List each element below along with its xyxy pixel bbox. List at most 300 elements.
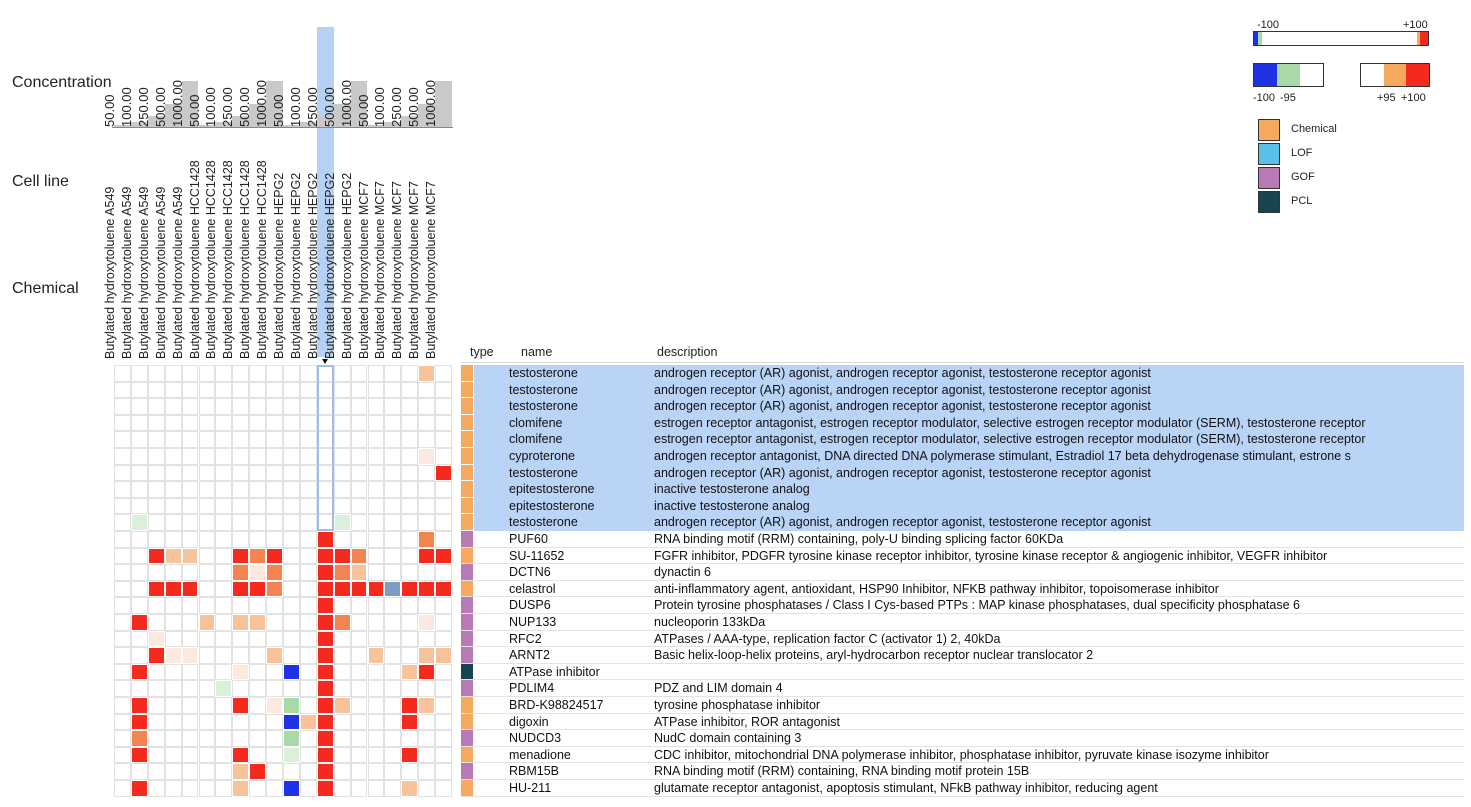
heatmap-cell[interactable] — [148, 747, 165, 764]
table-row-description[interactable]: inactive testosterone analog — [654, 482, 810, 497]
column-label[interactable]: Butylated hydroxytoluene A549 — [153, 186, 168, 359]
heatmap-cell[interactable] — [418, 531, 435, 548]
table-row-description[interactable]: estrogen receptor antagonist, estrogen receptor modulator, selective estrogen receptor modulator (SERM), testosterone receptor — [654, 432, 1366, 447]
heatmap-cell[interactable] — [249, 514, 266, 531]
heatmap-cell[interactable] — [165, 664, 182, 681]
heatmap-cell[interactable] — [182, 647, 199, 664]
table-row-name[interactable]: testosterone — [509, 366, 578, 380]
heatmap-cell[interactable] — [165, 448, 182, 465]
heatmap-cell[interactable] — [114, 382, 131, 399]
heatmap-cell[interactable] — [148, 415, 165, 432]
heatmap-cell[interactable] — [368, 465, 385, 482]
table-row-description[interactable]: anti-inflammatory agent, antioxidant, HSP90 Inhibitor, NFKB pathway inhibitor, topoisomerase inhibitor — [654, 581, 1219, 596]
heatmap-cell[interactable] — [249, 365, 266, 382]
heatmap-cell[interactable] — [384, 581, 401, 598]
heatmap-cell[interactable] — [283, 780, 300, 797]
description-column-header[interactable]: description — [657, 345, 718, 359]
heatmap-cell[interactable] — [351, 664, 368, 681]
heatmap-cell[interactable] — [266, 747, 283, 764]
heatmap-cell[interactable] — [215, 697, 232, 714]
heatmap-cell[interactable] — [300, 730, 317, 747]
heatmap-cell[interactable] — [199, 647, 216, 664]
heatmap-cell[interactable] — [384, 448, 401, 465]
heatmap-cell[interactable] — [232, 714, 249, 731]
heatmap-cell[interactable] — [418, 631, 435, 648]
heatmap-cell[interactable] — [215, 581, 232, 598]
heatmap-cell[interactable] — [165, 382, 182, 399]
heatmap-cell[interactable] — [266, 415, 283, 432]
heatmap-cell[interactable] — [249, 415, 266, 432]
heatmap-cell[interactable] — [334, 730, 351, 747]
heatmap-cell[interactable] — [232, 763, 249, 780]
heatmap-cell[interactable] — [418, 780, 435, 797]
heatmap-cell[interactable] — [249, 714, 266, 731]
heatmap-cell[interactable] — [435, 763, 452, 780]
heatmap-cell[interactable] — [351, 531, 368, 548]
heatmap-cell[interactable] — [114, 614, 131, 631]
heatmap-cell[interactable] — [300, 465, 317, 482]
heatmap-cell[interactable] — [182, 714, 199, 731]
heatmap-cell[interactable] — [131, 548, 148, 565]
heatmap-cell[interactable] — [114, 548, 131, 565]
table-row-description[interactable]: androgen receptor antagonist, DNA directed DNA polymerase stimulant, Estradiol 17 beta dehydrogenase stimulant, estrone s — [654, 449, 1351, 463]
heatmap-cell[interactable] — [249, 680, 266, 697]
heatmap-cell[interactable] — [131, 763, 148, 780]
table-row-name[interactable]: epitestosterone — [509, 482, 595, 497]
table-row-description[interactable]: androgen receptor (AR) agonist, androgen receptor agonist, testosterone receptor agonist — [654, 382, 1151, 397]
heatmap-cell[interactable] — [232, 564, 249, 581]
heatmap-cell[interactable] — [131, 531, 148, 548]
heatmap-cell[interactable] — [182, 465, 199, 482]
heatmap-cell[interactable] — [351, 548, 368, 565]
heatmap-cell[interactable] — [384, 514, 401, 531]
heatmap-cell[interactable] — [368, 415, 385, 432]
heatmap-cell[interactable] — [384, 431, 401, 448]
table-row-name[interactable]: BRD-K98824517 — [509, 698, 604, 712]
heatmap-cell[interactable] — [384, 597, 401, 614]
heatmap-cell[interactable] — [199, 514, 216, 531]
heatmap-cell[interactable] — [114, 514, 131, 531]
heatmap-cell[interactable] — [232, 498, 249, 515]
heatmap-cell[interactable] — [148, 398, 165, 415]
heatmap-cell[interactable] — [401, 664, 418, 681]
heatmap-cell[interactable] — [199, 680, 216, 697]
table-row-description[interactable]: CDC inhibitor, mitochondrial DNA polymerase inhibitor, phosphatase inhibitor, pyruvate kinase isozyme inhibitor — [654, 747, 1269, 762]
table-row-description[interactable]: androgen receptor (AR) agonist, androgen receptor agonist, testosterone receptor agonist — [654, 366, 1151, 380]
heatmap-cell[interactable] — [435, 448, 452, 465]
heatmap-cell[interactable] — [283, 382, 300, 399]
heatmap-cell[interactable] — [368, 697, 385, 714]
heatmap-cell[interactable] — [351, 581, 368, 598]
heatmap-cell[interactable] — [148, 481, 165, 498]
column-label[interactable]: Butylated hydroxytoluene A549 — [136, 186, 151, 359]
heatmap-cell[interactable] — [418, 415, 435, 432]
heatmap-cell[interactable] — [418, 747, 435, 764]
heatmap-cell[interactable] — [165, 614, 182, 631]
heatmap-cell[interactable] — [351, 730, 368, 747]
heatmap-cell[interactable] — [249, 664, 266, 681]
heatmap-cell[interactable] — [401, 548, 418, 565]
heatmap-cell[interactable] — [368, 531, 385, 548]
heatmap-cell[interactable] — [283, 415, 300, 432]
heatmap-cell[interactable] — [435, 382, 452, 399]
heatmap-cell[interactable] — [435, 714, 452, 731]
table-row-name[interactable]: DUSP6 — [509, 598, 551, 613]
heatmap-cell[interactable] — [148, 763, 165, 780]
heatmap-cell[interactable] — [131, 398, 148, 415]
heatmap-cell[interactable] — [232, 581, 249, 598]
heatmap-cell[interactable] — [148, 664, 165, 681]
heatmap-cell[interactable] — [334, 714, 351, 731]
heatmap-cell[interactable] — [114, 465, 131, 482]
heatmap-cell[interactable] — [199, 597, 216, 614]
heatmap-cell[interactable] — [182, 415, 199, 432]
heatmap-cell[interactable] — [114, 415, 131, 432]
heatmap-cell[interactable] — [182, 697, 199, 714]
heatmap-cell[interactable] — [182, 398, 199, 415]
heatmap-cell[interactable] — [300, 780, 317, 797]
heatmap-cell[interactable] — [266, 763, 283, 780]
heatmap-cell[interactable] — [317, 581, 334, 598]
heatmap-cell[interactable] — [182, 780, 199, 797]
heatmap-cell[interactable] — [215, 365, 232, 382]
table-row-description[interactable]: androgen receptor (AR) agonist, androgen receptor agonist, testosterone receptor agonist — [654, 515, 1151, 530]
heatmap-cell[interactable] — [199, 531, 216, 548]
heatmap-cell[interactable] — [266, 448, 283, 465]
heatmap-cell[interactable] — [215, 382, 232, 399]
heatmap-cell[interactable] — [249, 498, 266, 515]
heatmap-cell[interactable] — [266, 398, 283, 415]
heatmap-cell[interactable] — [384, 780, 401, 797]
heatmap-cell[interactable] — [334, 697, 351, 714]
heatmap-cell[interactable] — [283, 548, 300, 565]
heatmap-cell[interactable] — [114, 448, 131, 465]
table-row-name[interactable]: clomifene — [509, 432, 563, 447]
heatmap-cell[interactable] — [334, 763, 351, 780]
heatmap-cell[interactable] — [114, 531, 131, 548]
heatmap-cell[interactable] — [266, 647, 283, 664]
heatmap-cell[interactable] — [351, 647, 368, 664]
heatmap-cell[interactable] — [266, 548, 283, 565]
heatmap-cell[interactable] — [232, 531, 249, 548]
heatmap-cell[interactable] — [114, 647, 131, 664]
heatmap-cell[interactable] — [114, 564, 131, 581]
heatmap-cell[interactable] — [148, 448, 165, 465]
heatmap-cell[interactable] — [148, 564, 165, 581]
heatmap-cell[interactable] — [283, 498, 300, 515]
heatmap-cell[interactable] — [165, 465, 182, 482]
heatmap-cell[interactable] — [435, 747, 452, 764]
heatmap-cell[interactable] — [182, 664, 199, 681]
heatmap-cell[interactable] — [148, 780, 165, 797]
heatmap-cell[interactable] — [401, 431, 418, 448]
heatmap-cell[interactable] — [199, 415, 216, 432]
heatmap-cell[interactable] — [114, 597, 131, 614]
heatmap-cell[interactable] — [334, 631, 351, 648]
heatmap-cell[interactable] — [401, 747, 418, 764]
heatmap-cell[interactable] — [351, 747, 368, 764]
heatmap-cell[interactable] — [300, 714, 317, 731]
heatmap-cell[interactable] — [418, 680, 435, 697]
heatmap-cell[interactable] — [266, 730, 283, 747]
heatmap-cell[interactable] — [300, 415, 317, 432]
table-row-description[interactable]: dynactin 6 — [654, 565, 711, 580]
heatmap-cell[interactable] — [199, 730, 216, 747]
heatmap-cell[interactable] — [368, 382, 385, 399]
heatmap-cell[interactable] — [232, 382, 249, 399]
heatmap-cell[interactable] — [368, 631, 385, 648]
heatmap-cell[interactable] — [401, 481, 418, 498]
table-row-name[interactable]: celastrol — [509, 581, 556, 596]
heatmap-cell[interactable] — [401, 415, 418, 432]
heatmap-cell[interactable] — [418, 498, 435, 515]
heatmap-cell[interactable] — [199, 365, 216, 382]
heatmap-cell[interactable] — [266, 581, 283, 598]
heatmap-cell[interactable] — [232, 747, 249, 764]
heatmap-cell[interactable] — [249, 465, 266, 482]
heatmap-cell[interactable] — [418, 365, 435, 382]
heatmap-cell[interactable] — [249, 763, 266, 780]
heatmap-cell[interactable] — [165, 631, 182, 648]
heatmap-cell[interactable] — [351, 697, 368, 714]
heatmap-cell[interactable] — [317, 564, 334, 581]
heatmap-cell[interactable] — [351, 415, 368, 432]
heatmap-cell[interactable] — [215, 531, 232, 548]
heatmap-cell[interactable] — [351, 597, 368, 614]
heatmap-cell[interactable] — [165, 481, 182, 498]
heatmap-cell[interactable] — [317, 680, 334, 697]
heatmap-cell[interactable] — [266, 614, 283, 631]
name-column-header[interactable]: name — [521, 345, 553, 359]
heatmap-cell[interactable] — [215, 498, 232, 515]
heatmap-cell[interactable] — [384, 680, 401, 697]
heatmap-cell[interactable] — [131, 448, 148, 465]
heatmap-cell[interactable] — [368, 730, 385, 747]
table-row-name[interactable]: cyproterone — [509, 449, 576, 463]
heatmap-cell[interactable] — [435, 431, 452, 448]
heatmap-cell[interactable] — [249, 581, 266, 598]
heatmap-cell[interactable] — [418, 465, 435, 482]
heatmap-cell[interactable] — [334, 548, 351, 565]
heatmap-cell[interactable] — [249, 431, 266, 448]
heatmap-cell[interactable] — [317, 664, 334, 681]
heatmap-cell[interactable] — [368, 763, 385, 780]
heatmap-cell[interactable] — [215, 730, 232, 747]
heatmap-cell[interactable] — [283, 365, 300, 382]
heatmap-cell[interactable] — [435, 680, 452, 697]
heatmap-cell[interactable] — [401, 697, 418, 714]
heatmap-cell[interactable] — [215, 647, 232, 664]
table-row-description[interactable]: ATPases / AAA-type, replication factor C (activator 1) 2, 40kDa — [654, 631, 1001, 646]
heatmap-cell[interactable] — [300, 382, 317, 399]
heatmap-cell[interactable] — [148, 614, 165, 631]
heatmap-cell[interactable] — [266, 365, 283, 382]
heatmap-cell[interactable] — [368, 747, 385, 764]
heatmap-cell[interactable] — [283, 597, 300, 614]
heatmap-cell[interactable] — [418, 597, 435, 614]
heatmap-cell[interactable] — [215, 780, 232, 797]
heatmap-cell[interactable] — [182, 382, 199, 399]
heatmap-cell[interactable] — [249, 780, 266, 797]
heatmap-cell[interactable] — [283, 647, 300, 664]
heatmap-cell[interactable] — [368, 664, 385, 681]
heatmap-cell[interactable] — [401, 763, 418, 780]
table-row-name[interactable]: clomifene — [509, 415, 563, 430]
heatmap-cell[interactable] — [418, 548, 435, 565]
heatmap-cell[interactable] — [418, 581, 435, 598]
heatmap-cell[interactable] — [114, 680, 131, 697]
table-row-name[interactable]: testosterone — [509, 515, 578, 530]
heatmap-cell[interactable] — [384, 647, 401, 664]
heatmap-cell[interactable] — [334, 415, 351, 432]
heatmap-cell[interactable] — [131, 382, 148, 399]
heatmap-cell[interactable] — [283, 614, 300, 631]
heatmap-cell[interactable] — [131, 747, 148, 764]
heatmap-cell[interactable] — [249, 631, 266, 648]
heatmap-cell[interactable] — [351, 614, 368, 631]
heatmap-cell[interactable] — [131, 465, 148, 482]
heatmap-cell[interactable] — [435, 514, 452, 531]
heatmap-cell[interactable] — [418, 431, 435, 448]
heatmap-cell[interactable] — [317, 597, 334, 614]
heatmap-cell[interactable] — [283, 697, 300, 714]
heatmap-cell[interactable] — [199, 747, 216, 764]
heatmap-cell[interactable] — [165, 531, 182, 548]
heatmap-cell[interactable] — [232, 431, 249, 448]
heatmap-cell[interactable] — [131, 664, 148, 681]
heatmap-cell[interactable] — [418, 448, 435, 465]
heatmap-cell[interactable] — [232, 631, 249, 648]
column-label[interactable]: Butylated hydroxytoluene HCC1428 — [255, 160, 270, 359]
type-column-header[interactable]: type — [470, 345, 494, 359]
table-row-name[interactable]: RBM15B — [509, 764, 560, 779]
heatmap-cell[interactable] — [182, 531, 199, 548]
heatmap-cell[interactable] — [351, 431, 368, 448]
heatmap-cell[interactable] — [418, 647, 435, 664]
heatmap-cell[interactable] — [300, 365, 317, 382]
heatmap-cell[interactable] — [368, 365, 385, 382]
heatmap-cell[interactable] — [418, 382, 435, 399]
heatmap-cell[interactable] — [148, 714, 165, 731]
heatmap-cell[interactable] — [131, 431, 148, 448]
heatmap-cell[interactable] — [199, 398, 216, 415]
heatmap-cell[interactable] — [368, 448, 385, 465]
heatmap-cell[interactable] — [148, 697, 165, 714]
heatmap-cell[interactable] — [300, 498, 317, 515]
heatmap-cell[interactable] — [199, 780, 216, 797]
heatmap-cell[interactable] — [384, 365, 401, 382]
heatmap-cell[interactable] — [131, 680, 148, 697]
heatmap-cell[interactable] — [300, 697, 317, 714]
heatmap-cell[interactable] — [435, 581, 452, 598]
table-row-description[interactable] — [654, 664, 1464, 681]
column-label[interactable]: Butylated hydroxytoluene HCC1428 — [238, 160, 253, 359]
heatmap-cell[interactable] — [131, 597, 148, 614]
heatmap-cell[interactable] — [165, 697, 182, 714]
heatmap-cell[interactable] — [266, 564, 283, 581]
heatmap-cell[interactable] — [300, 647, 317, 664]
heatmap-cell[interactable] — [351, 448, 368, 465]
heatmap-cell[interactable] — [334, 647, 351, 664]
heatmap-cell[interactable] — [334, 680, 351, 697]
heatmap-cell[interactable] — [165, 714, 182, 731]
heatmap-cell[interactable] — [215, 597, 232, 614]
heatmap-cell[interactable] — [351, 714, 368, 731]
heatmap-cell[interactable] — [384, 730, 401, 747]
heatmap-cell[interactable] — [182, 448, 199, 465]
heatmap-cell[interactable] — [114, 481, 131, 498]
heatmap-cell[interactable] — [199, 763, 216, 780]
heatmap-cell[interactable] — [401, 647, 418, 664]
heatmap-cell[interactable] — [165, 514, 182, 531]
heatmap-cell[interactable] — [266, 431, 283, 448]
table-row-description[interactable]: androgen receptor (AR) agonist, androgen receptor agonist, testosterone receptor agonist — [654, 399, 1151, 414]
heatmap-cell[interactable] — [249, 747, 266, 764]
heatmap-cell[interactable] — [317, 763, 334, 780]
column-label[interactable]: Butylated hydroxytoluene MCF7 — [407, 181, 422, 359]
heatmap-cell[interactable] — [199, 481, 216, 498]
heatmap-cell[interactable] — [317, 631, 334, 648]
heatmap-cell[interactable] — [131, 514, 148, 531]
heatmap-cell[interactable] — [401, 714, 418, 731]
heatmap-cell[interactable] — [334, 514, 351, 531]
heatmap-cell[interactable] — [114, 780, 131, 797]
heatmap-cell[interactable] — [435, 631, 452, 648]
heatmap-cell[interactable] — [418, 564, 435, 581]
heatmap-cell[interactable] — [215, 431, 232, 448]
heatmap-cell[interactable] — [300, 581, 317, 598]
heatmap-cell[interactable] — [283, 747, 300, 764]
heatmap-cell[interactable] — [215, 398, 232, 415]
heatmap-cell[interactable] — [283, 531, 300, 548]
heatmap-cell[interactable] — [401, 597, 418, 614]
heatmap-cell[interactable] — [182, 763, 199, 780]
heatmap-cell[interactable] — [283, 730, 300, 747]
heatmap-cell[interactable] — [435, 664, 452, 681]
heatmap-cell[interactable] — [165, 780, 182, 797]
heatmap-cell[interactable] — [266, 481, 283, 498]
heatmap-cell[interactable] — [215, 564, 232, 581]
heatmap-cell[interactable] — [435, 531, 452, 548]
heatmap-cell[interactable] — [232, 680, 249, 697]
table-row-name[interactable]: NUP133 — [509, 615, 557, 629]
heatmap-cell[interactable] — [165, 564, 182, 581]
table-row-name[interactable]: menadione — [509, 747, 571, 762]
heatmap-cell[interactable] — [199, 664, 216, 681]
heatmap-cell[interactable] — [182, 730, 199, 747]
heatmap-cell[interactable] — [199, 498, 216, 515]
heatmap-cell[interactable] — [334, 747, 351, 764]
column-label[interactable]: Butylated hydroxytoluene MCF7 — [390, 181, 405, 359]
heatmap-cell[interactable] — [148, 680, 165, 697]
heatmap-cell[interactable] — [317, 614, 334, 631]
heatmap-cell[interactable] — [266, 498, 283, 515]
heatmap-cell[interactable] — [266, 664, 283, 681]
heatmap-cell[interactable] — [300, 548, 317, 565]
heatmap-cell[interactable] — [114, 697, 131, 714]
column-label[interactable]: Butylated hydroxytoluene HEPG2 — [339, 172, 354, 359]
heatmap-cell[interactable] — [148, 431, 165, 448]
heatmap-cell[interactable] — [334, 614, 351, 631]
heatmap-cell[interactable] — [300, 614, 317, 631]
heatmap-cell[interactable] — [215, 514, 232, 531]
heatmap-cell[interactable] — [131, 415, 148, 432]
heatmap-cell[interactable] — [283, 564, 300, 581]
heatmap-cell[interactable] — [232, 647, 249, 664]
heatmap-cell[interactable] — [368, 780, 385, 797]
heatmap-cell[interactable] — [384, 664, 401, 681]
heatmap-cell[interactable] — [148, 382, 165, 399]
